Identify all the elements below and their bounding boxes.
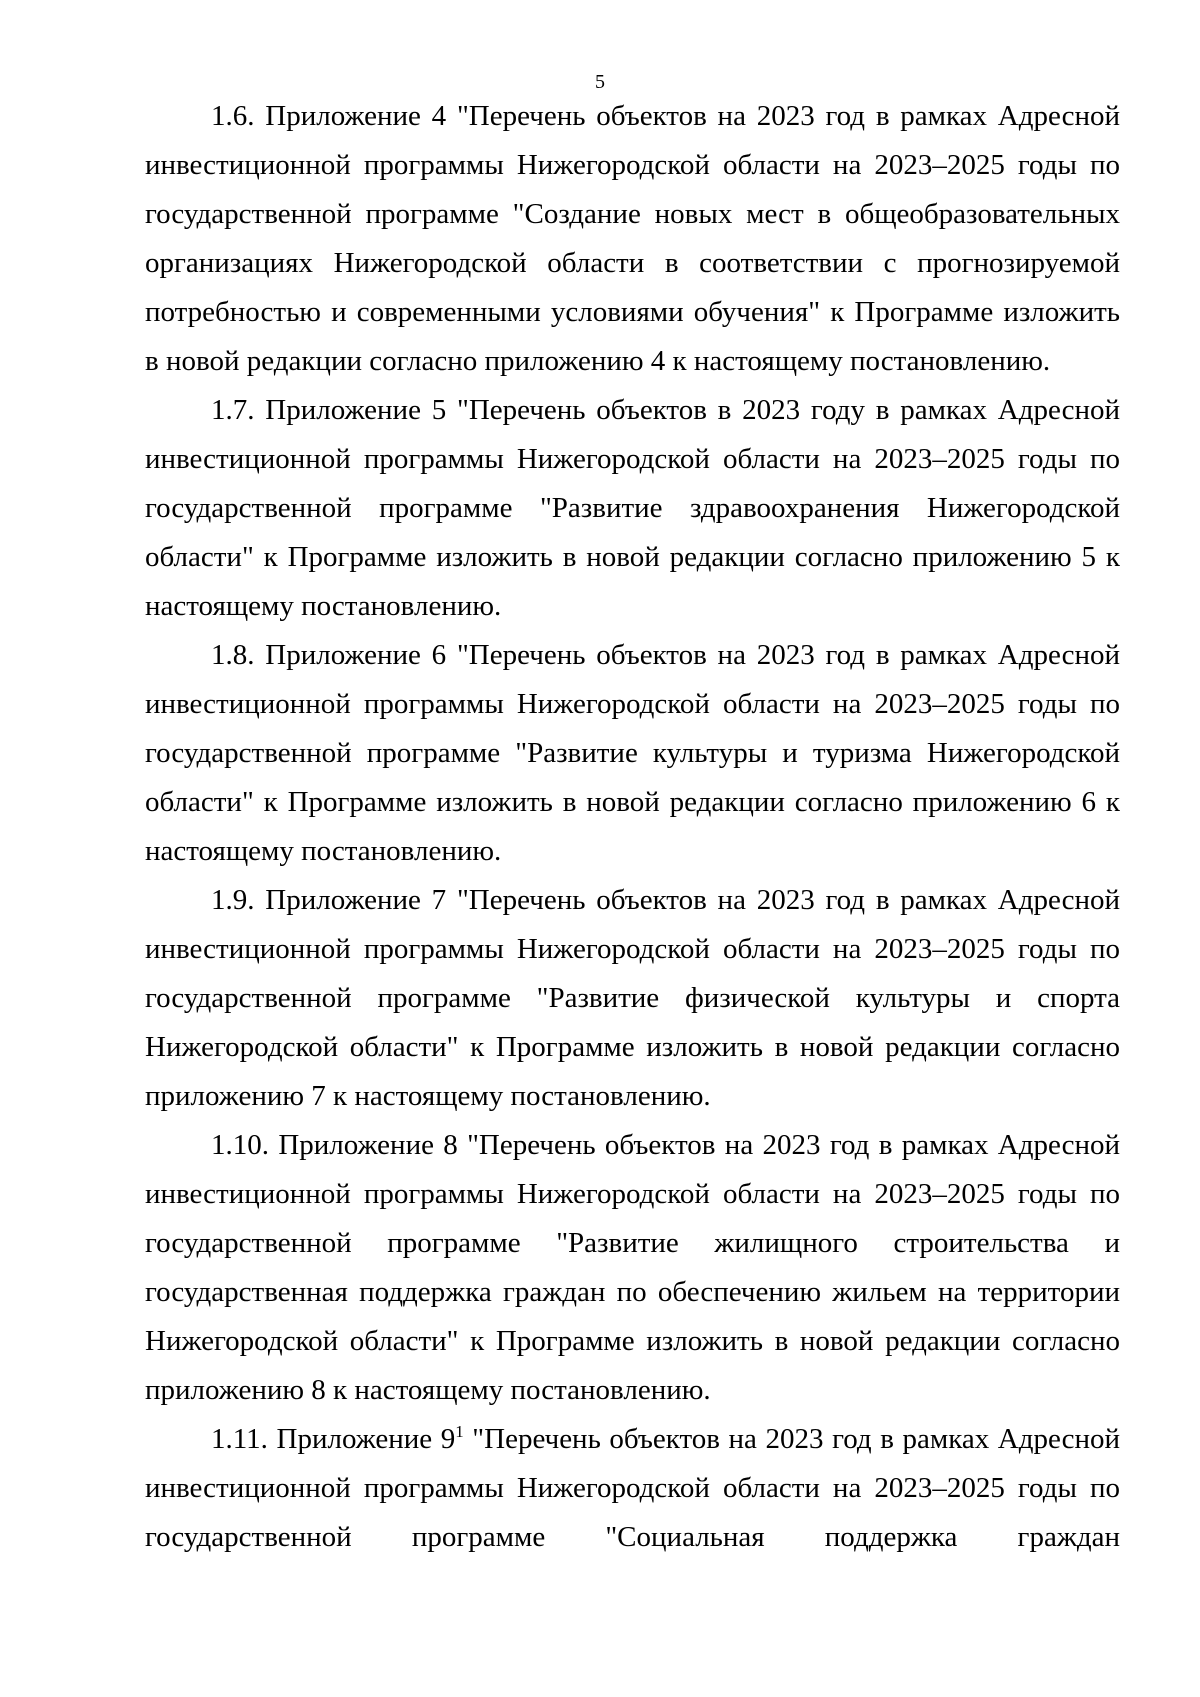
paragraph-text: Приложение 7 "Перечень объектов на 2023 год в рамках Адресной инвестиционной программы Нижегородской области на 2023–2025 годы по государственной программе "Развитие физической культуры и спорта Нижегородской области" к Программе изложить в новой редакции согласно приложению 7 к настоящему постановлению. [145,884,1120,1112]
paragraph-number: 1.8. [211,639,255,671]
paragraph-text: Приложение 8 "Перечень объектов на 2023 год в рамках Адресной инвестиционной программы Нижегородской области на 2023–2025 годы по государственной программе "Развитие жилищного строительства и государственная поддержка граждан по обеспечению жильем на территории Нижегородской области" к Программе изложить в новой редакции согласно приложению 8 к настоящему постановлению. [145,1129,1120,1406]
paragraph-number: 1.7. [211,394,255,426]
superscript: 1 [455,1422,464,1441]
paragraph-text: Приложение 5 "Перечень объектов в 2023 году в рамках Адресной инвестиционной программы Нижегородской области на 2023–2025 годы по государственной программе "Развитие здравоохранения Нижегородской области" к Программе изложить в новой редакции согласно приложению 5 к настоящему постановлению. [145,394,1121,622]
paragraph-1-6 [145,92,1120,386]
paragraph-1-11 [145,1415,1120,1562]
paragraph-number: 1.6. [211,100,255,132]
paragraph-text: Приложение 4 "Перечень объектов на 2023 год в рамках Адресной инвестиционной программы Нижегородской области на 2023–2025 годы по государственной программе "Создание новых мест в общеобразовательных организациях Нижегородской области в соответствии с прогнозируемой потребностью и современными условиями обучения" к Программе изложить в новой редакции согласно приложению 4 к настоящему постановлению. [145,100,1120,377]
document-body [145,92,1120,1562]
paragraph-text-end: "Перечень объектов на 2023 год в рамках Адресной инвестиционной программы Нижегородской области на 2023–2025 годы по государственной программе "Социальная поддержка граждан [145,1423,1121,1553]
paragraph-number: 1.11. [211,1423,268,1455]
page-number: 5 [595,71,605,93]
paragraph-text: Приложение 6 "Перечень объектов на 2023 год в рамках Адресной инвестиционной программы Нижегородской области на 2023–2025 годы по государственной программе "Развитие культуры и туризма Нижегородской области" к Программе изложить в новой редакции согласно приложению 6 к настоящему постановлению. [145,639,1120,867]
paragraph-number: 1.10. [211,1129,269,1161]
paragraph-1-9 [145,876,1120,1121]
paragraph-1-10 [145,1121,1120,1415]
paragraph-1-8 [145,631,1120,876]
paragraph-number: 1.9. [211,884,255,916]
paragraph-text-start: Приложение 9 [276,1423,456,1455]
paragraph-1-7 [145,386,1120,631]
